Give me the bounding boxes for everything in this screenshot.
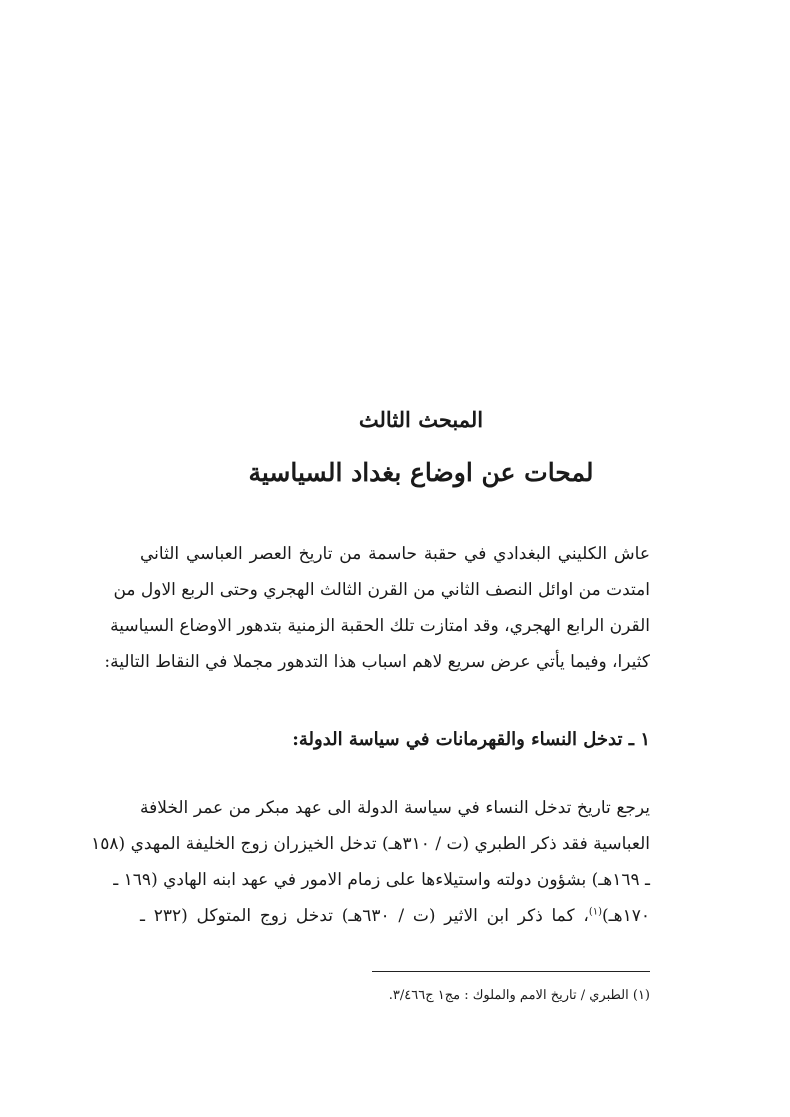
intro-line: القرن الرابع الهجري، وقد امتازت تلك الحقبة الزمنية بتدهور الاوضاع السياسية [110, 616, 650, 636]
section-title: لمحات عن اوضاع بغداد السياسية [248, 458, 594, 487]
body-line: يرجع تاريخ تدخل النساء في سياسة الدولة الى عهد مبكر من عمر الخلافة [140, 798, 650, 818]
footnote-ref: (١) [588, 906, 603, 918]
body-line-start: ١٧٠هـ) [602, 906, 650, 926]
intro-line: امتدت من اوائل النصف الثاني من القرن الثالث الهجري وحتى الربع الاول من [113, 580, 650, 600]
footnote: (١) الطبري / تاريخ الامم والملوك : مج١ ج٣/٤٦٦. [388, 988, 650, 1003]
body-line: ـ ١٦٩هـ) بشؤون دولته واستيلاءها على زمام الامور في عهد ابنه الهادي (١٦٩ ـ [113, 870, 650, 890]
subsection-title: ١ ـ تدخل النساء والقهرمانات في سياسة الدولة: [292, 729, 650, 750]
footnote-divider [372, 971, 650, 972]
intro-line: كثيرا، وفيما يأتي عرض سريع لاهم اسباب هذا التدهور مجملا في النقاط التالية: [104, 652, 650, 672]
body-paragraph [91, 790, 650, 934]
intro-line: عاش الكليني البغدادي في حقبة حاسمة من تاريخ العصر العباسي الثاني [140, 544, 650, 564]
body-line [140, 898, 650, 934]
body-line-end: ، كما ذكر ابن الاثير (ت / ٦٣٠هـ) تدخل زوج المتوكل (٢٣٢ ـ [140, 906, 589, 926]
intro-paragraph [104, 536, 650, 680]
body-line: العباسية فقد ذكر الطبري (ت / ٣١٠هـ) تدخل الخيزران زوج الخليفة المهدي (١٥٨ [91, 834, 650, 854]
section-heading: المبحث الثالث [358, 407, 484, 432]
